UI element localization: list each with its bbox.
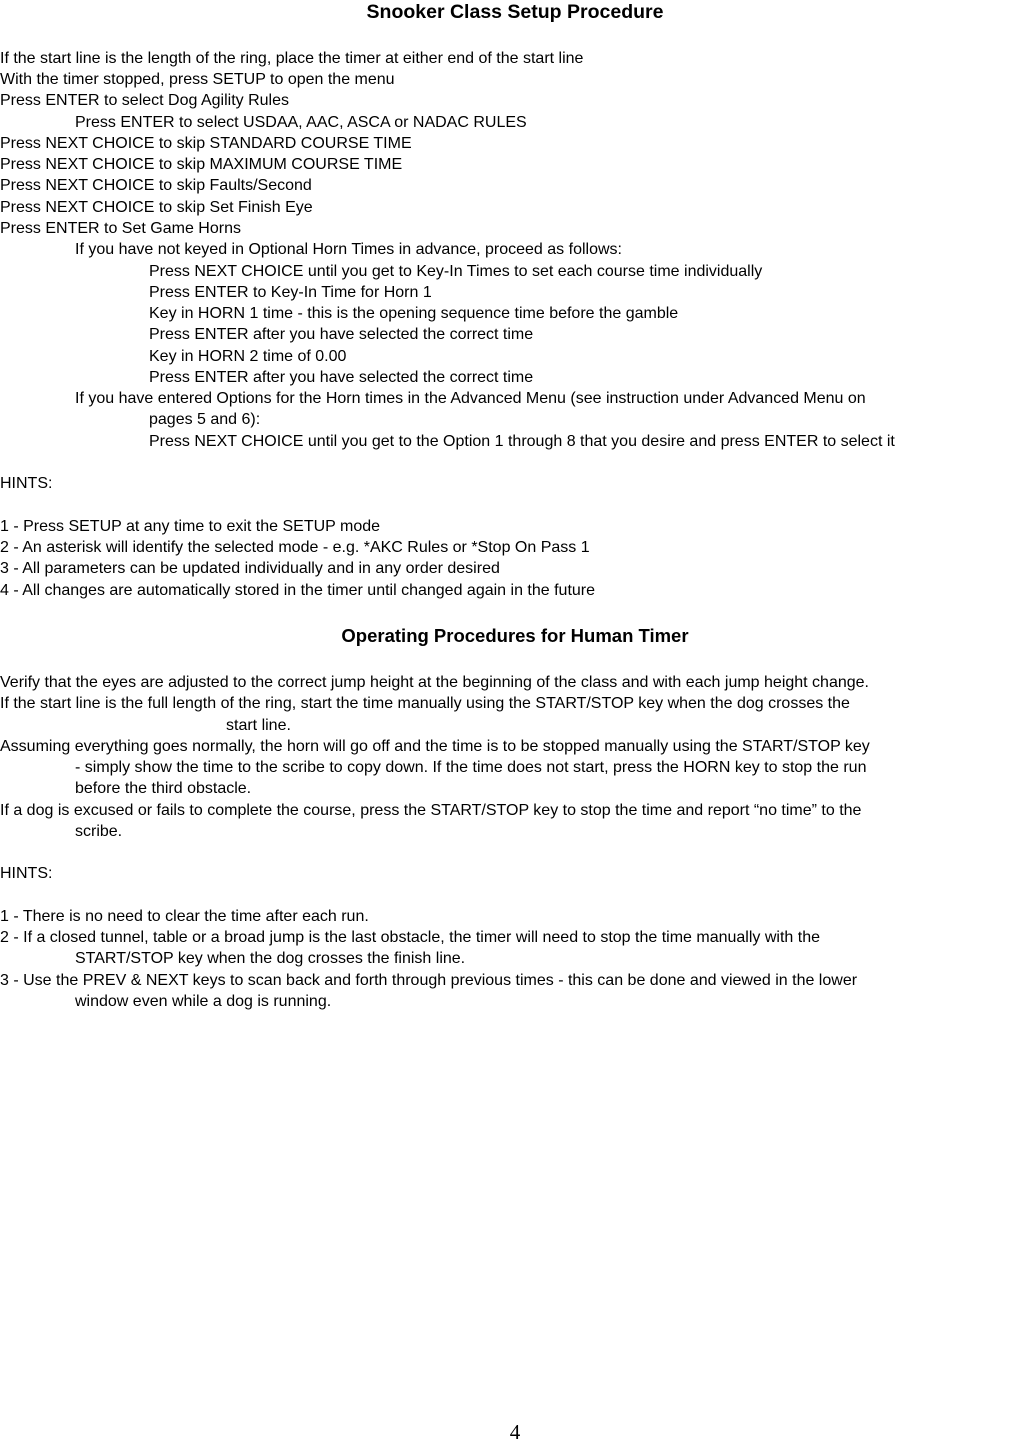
setup-step: If the start line is the length of the ring, place the timer at either end of the start line [0, 50, 584, 67]
setup-step: Press NEXT CHOICE until you get to the Option 1 through 8 that you desire and press ENTER to select it [149, 433, 895, 450]
hints-label: HINTS: [0, 475, 53, 492]
procedure-line: start line. [226, 717, 291, 734]
hint-item: window even while a dog is running. [75, 993, 332, 1010]
setup-step: Press NEXT CHOICE to skip Set Finish Eye [0, 199, 313, 216]
section-title-human-timer: Operating Procedures for Human Timer [341, 625, 689, 646]
procedure-line: If the start line is the full length of the ring, start the time manually using the START/STOP key when the dog crosses the [0, 695, 850, 712]
setup-step: Press NEXT CHOICE to skip MAXIMUM COURSE TIME [0, 156, 403, 173]
procedure-line: scribe. [75, 823, 123, 840]
setup-step: Press NEXT CHOICE to skip Faults/Second [0, 177, 312, 194]
hint-item: 1 - Press SETUP at any time to exit the SETUP mode [0, 518, 381, 535]
setup-step: Press ENTER after you have selected the correct time [149, 369, 534, 386]
section-title-snooker-setup: Snooker Class Setup Procedure [366, 1, 664, 23]
hint-item: 2 - If a closed tunnel, table or a broad jump is the last obstacle, the timer will need to stop the time manually with the [0, 929, 820, 946]
hint-item: START/STOP key when the dog crosses the finish line. [75, 950, 466, 967]
setup-step: If you have entered Options for the Horn times in the Advanced Menu (see instruction under Advanced Menu on [75, 390, 866, 407]
procedure-line: Verify that the eyes are adjusted to the correct jump height at the beginning of the class and with each jump height change. [0, 674, 869, 691]
procedure-line: before the third obstacle. [75, 780, 252, 797]
hint-item: 3 - Use the PREV & NEXT keys to scan back and forth through previous times - this can be done and viewed in the lower [0, 972, 858, 989]
setup-step: Press NEXT CHOICE until you get to Key-In Times to set each course time individually [149, 263, 763, 280]
setup-step: Key in HORN 2 time of 0.00 [149, 348, 347, 365]
procedure-line: If a dog is excused or fails to complete the course, press the START/STOP key to stop the time and report “no time” to the [0, 802, 862, 819]
setup-step: Press ENTER to Key-In Time for Horn 1 [149, 284, 432, 301]
setup-step: Press ENTER to select Dog Agility Rules [0, 92, 289, 109]
setup-step: With the timer stopped, press SETUP to open the menu [0, 71, 395, 88]
setup-step: Press ENTER after you have selected the correct time [149, 326, 534, 343]
hints-label: HINTS: [0, 865, 53, 882]
hint-item: 3 - All parameters can be updated individually and in any order desired [0, 560, 500, 577]
hint-item: 1 - There is no need to clear the time after each run. [0, 908, 369, 925]
hint-item: 4 - All changes are automatically stored in the timer until changed again in the future [0, 582, 596, 599]
setup-step: pages 5 and 6): [149, 411, 261, 428]
setup-step: Press ENTER to Set Game Horns [0, 220, 241, 237]
setup-step: Press ENTER to select USDAA, AAC, ASCA or NADAC RULES [75, 114, 527, 131]
setup-step: Key in HORN 1 time - this is the opening sequence time before the gamble [149, 305, 679, 322]
setup-step: If you have not keyed in Optional Horn Times in advance, proceed as follows: [75, 241, 622, 258]
setup-step: Press NEXT CHOICE to skip STANDARD COURSE TIME [0, 135, 412, 152]
page-number: 4 [509, 1420, 521, 1444]
procedure-line: - simply show the time to the scribe to copy down. If the time does not start, press the HORN key to stop the run [75, 759, 867, 776]
hint-item: 2 - An asterisk will identify the selected mode - e.g. *AKC Rules or *Stop On Pass 1 [0, 539, 590, 556]
procedure-line: Assuming everything goes normally, the horn will go off and the time is to be stopped manually using the START/STOP key [0, 738, 870, 755]
